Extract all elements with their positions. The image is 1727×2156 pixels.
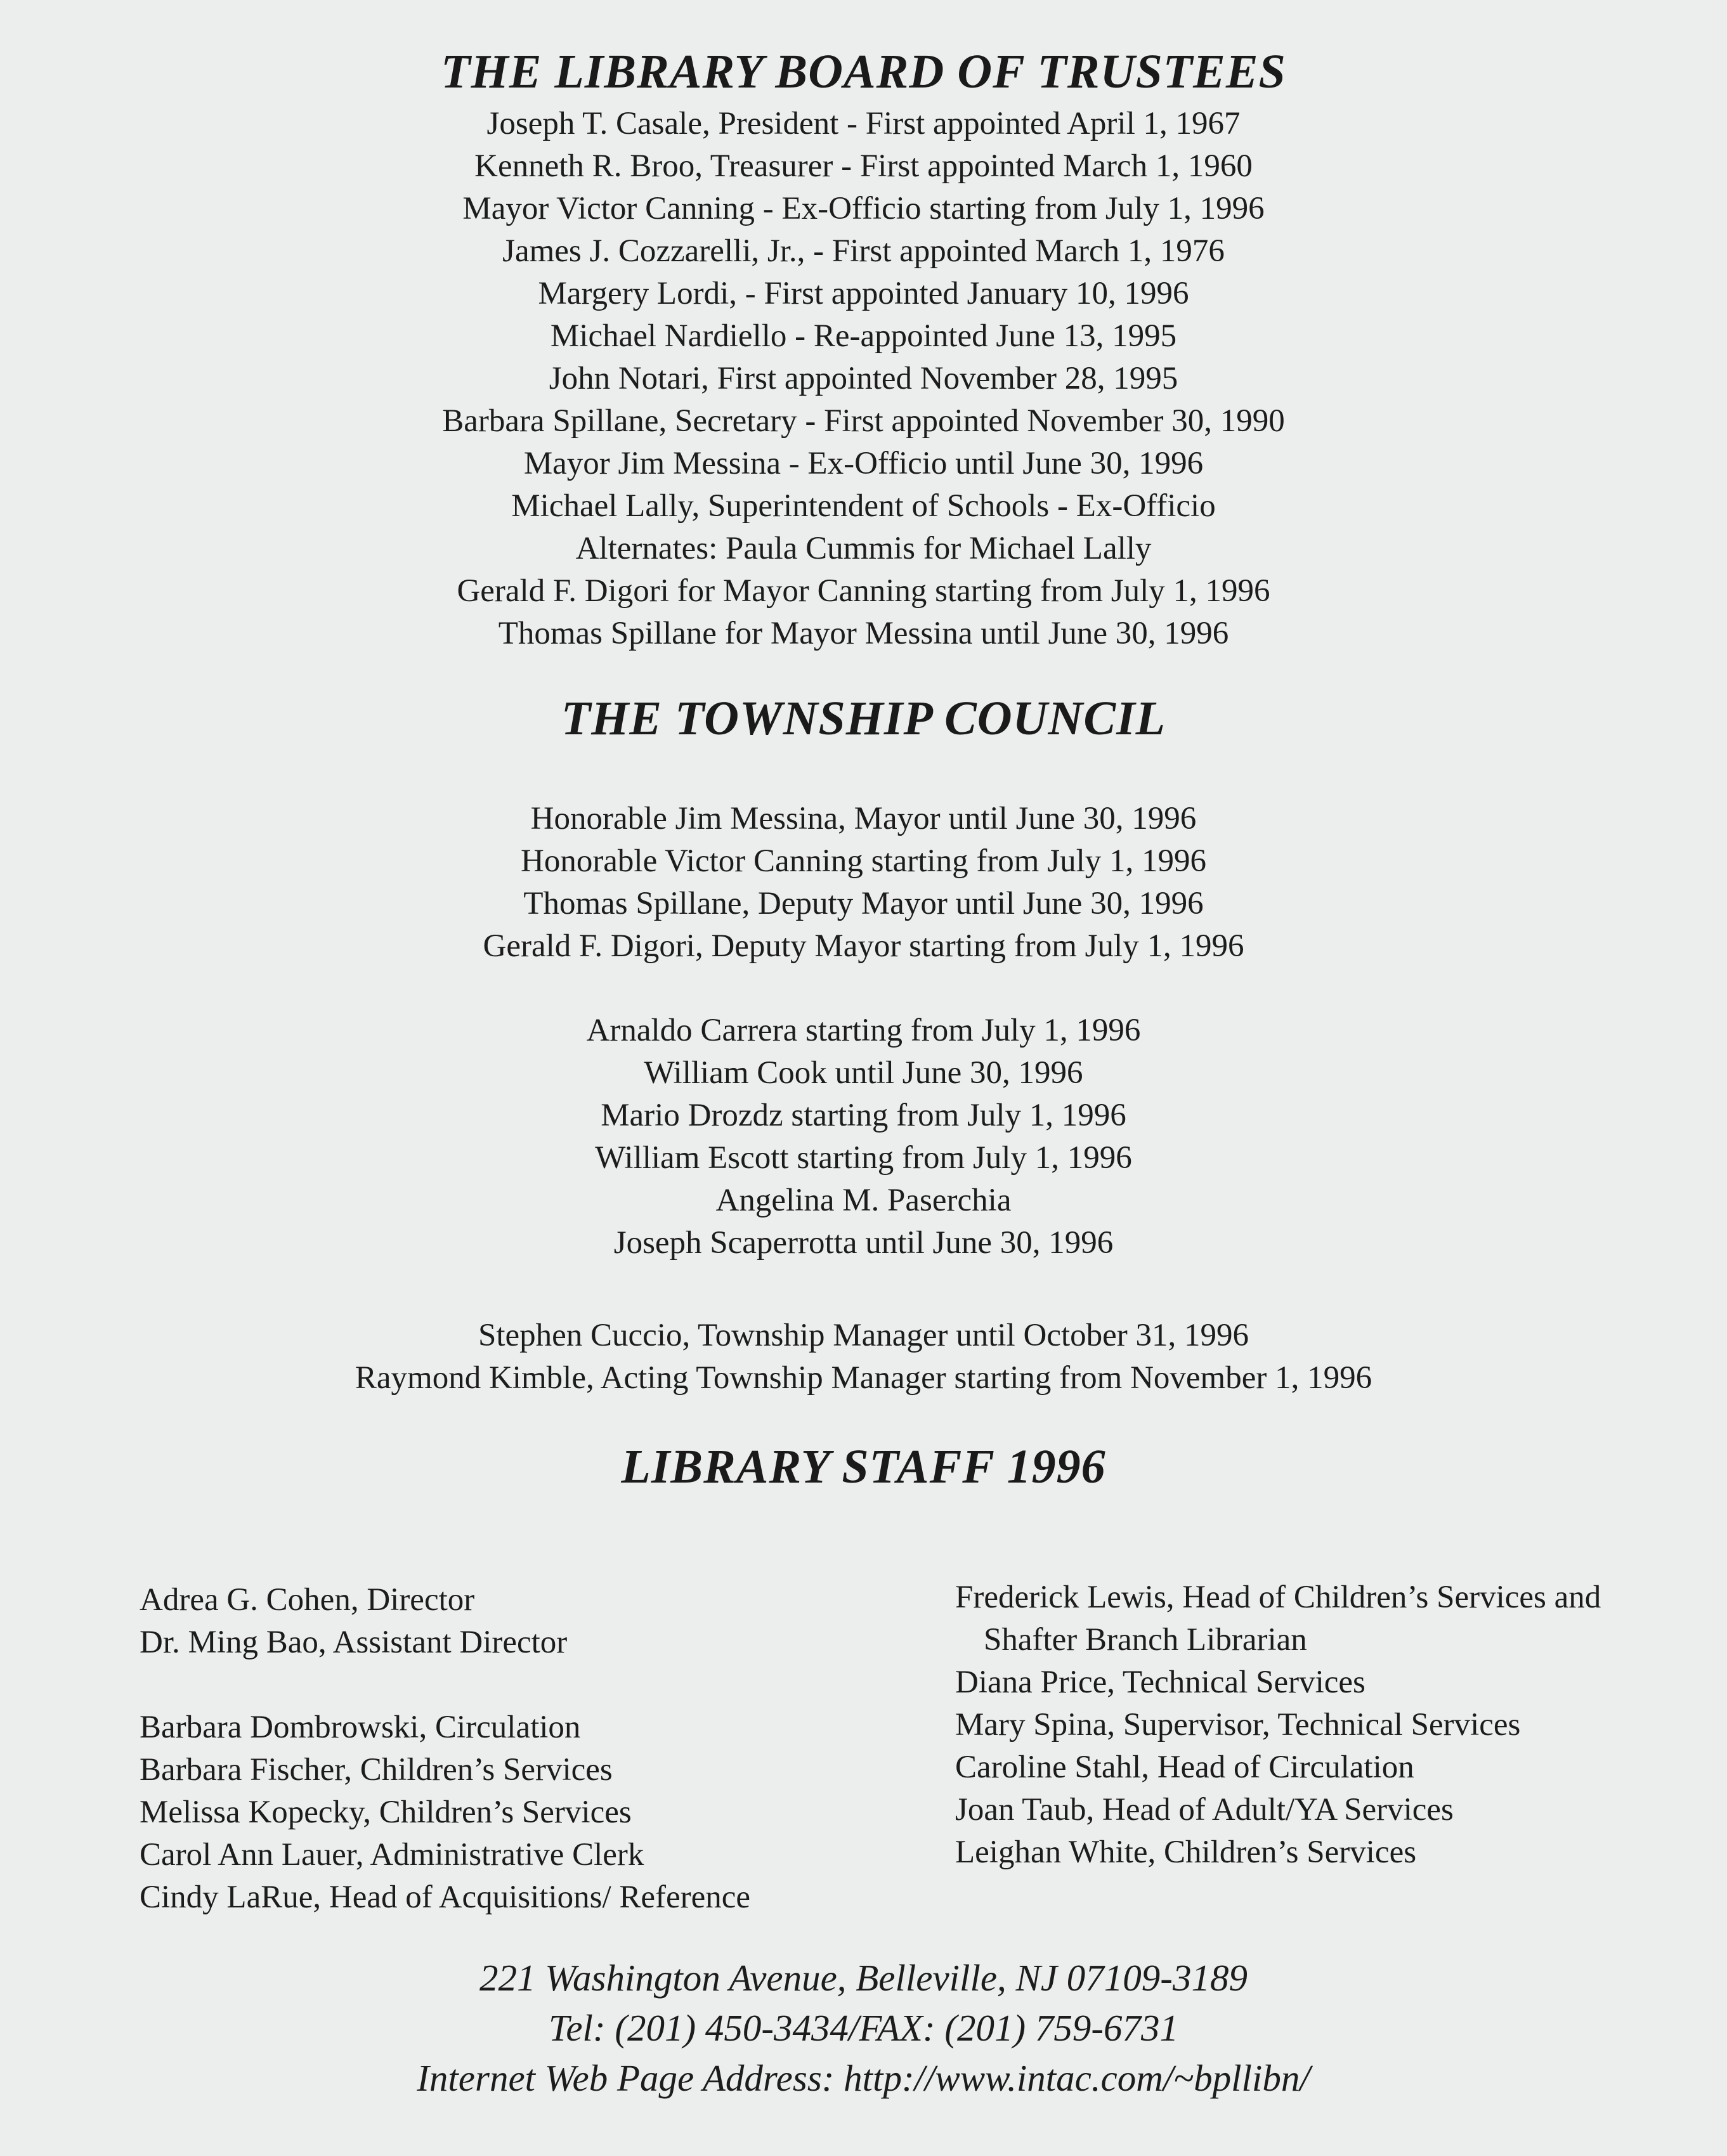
staff-line: Frederick Lewis, Head of Children’s Services and — [955, 1580, 1601, 1615]
trustee-line: Margery Lordi, - First appointed January 10, 1996 — [538, 276, 1189, 311]
staff-heading: LIBRARY STAFF 1996 — [621, 1440, 1106, 1493]
staff-line: Diana Price, Technical Services — [955, 1665, 1365, 1700]
council-members — [0, 1010, 1727, 1264]
council-officer-line: Gerald F. Digori, Deputy Mayor starting from July 1, 1996 — [483, 928, 1244, 964]
trustees-heading: THE LIBRARY BOARD OF TRUSTEES — [441, 45, 1286, 98]
staff-line: Cindy LaRue, Head of Acquisitions/ Reference — [140, 1880, 751, 1915]
footer-phone: Tel: (201) 450-3434/FAX: (201) 759-6731 — [548, 2007, 1179, 2049]
staff-line: Leighan White, Children’s Services — [955, 1835, 1417, 1870]
staff-line-continued: Shafter Branch Librarian — [984, 1622, 1307, 1658]
council-member-line: Joseph Scaperrotta until June 30, 1996 — [613, 1225, 1114, 1261]
council-member-line: William Cook until June 30, 1996 — [644, 1055, 1083, 1091]
manager-line: Stephen Cuccio, Township Manager until October 31, 1996 — [478, 1318, 1249, 1353]
footer-web-address: Internet Web Page Address: http://www.intac.com/~bpllibn/ — [417, 2057, 1310, 2099]
trustees-list — [0, 103, 1727, 655]
staff-line: Mary Spina, Supervisor, Technical Services — [955, 1707, 1521, 1743]
spacer — [140, 1664, 750, 1706]
staff-line: Joan Taub, Head of Adult/YA Services — [955, 1792, 1454, 1828]
staff-line: Carol Ann Lauer, Administrative Clerk — [140, 1837, 644, 1873]
staff-right-column — [955, 1576, 1601, 1874]
trustee-line: John Notari, First appointed November 28, 1995 — [549, 361, 1178, 396]
council-member-line: William Escott starting from July 1, 1996 — [595, 1140, 1132, 1176]
council-member-line: Angelina M. Paserchia — [715, 1183, 1012, 1218]
council-officer-line: Honorable Victor Canning starting from July 1, 1996 — [520, 843, 1206, 879]
footer — [0, 1953, 1727, 2103]
trustee-line: Michael Nardiello - Re-appointed June 13, 1995 — [550, 318, 1177, 354]
council-member-line: Mario Drozdz starting from July 1, 1996 — [601, 1098, 1126, 1133]
council-managers — [0, 1315, 1727, 1399]
trustee-line: James J. Cozzarelli, Jr., - First appointed March 1, 1976 — [502, 233, 1225, 269]
staff-line: Caroline Stahl, Head of Circulation — [955, 1750, 1414, 1785]
staff-line: Melissa Kopecky, Children’s Services — [140, 1795, 632, 1830]
staff-line: Adrea G. Cohen, Director — [140, 1582, 475, 1618]
trustee-line: Joseph T. Casale, President - First appointed April 1, 1967 — [486, 106, 1241, 141]
trustee-line: Michael Lally, Superintendent of Schools - Ex-Officio — [511, 488, 1216, 524]
trustee-line: Mayor Victor Canning - Ex-Officio starting from July 1, 1996 — [462, 191, 1265, 226]
staff-line: Barbara Fischer, Children’s Services — [140, 1752, 613, 1788]
council-officer-line: Honorable Jim Messina, Mayor until June 30, 1996 — [530, 801, 1197, 836]
council-member-line: Arnaldo Carrera starting from July 1, 1996 — [586, 1013, 1141, 1048]
staff-left-column — [140, 1579, 750, 1919]
manager-line: Raymond Kimble, Acting Township Manager starting from November 1, 1996 — [355, 1360, 1372, 1396]
trustee-line: Gerald F. Digori for Mayor Canning starting from July 1, 1996 — [457, 573, 1270, 609]
trustee-line: Mayor Jim Messina - Ex-Officio until June 30, 1996 — [523, 446, 1204, 481]
trustee-line: Thomas Spillane for Mayor Messina until June 30, 1996 — [498, 616, 1229, 651]
trustee-line: Kenneth R. Broo, Treasurer - First appointed March 1, 1960 — [474, 148, 1253, 184]
staff-line: Barbara Dombrowski, Circulation — [140, 1710, 581, 1745]
trustee-line: Alternates: Paula Cummis for Michael Lally — [575, 531, 1152, 566]
council-officers — [0, 798, 1727, 968]
council-heading: THE TOWNSHIP COUNCIL — [561, 692, 1166, 745]
footer-address: 221 Washington Avenue, Belleville, NJ 07109-3189 — [479, 1957, 1248, 1999]
staff-line: Dr. Ming Bao, Assistant Director — [140, 1625, 568, 1660]
council-officer-line: Thomas Spillane, Deputy Mayor until June 30, 1996 — [523, 886, 1204, 921]
trustee-line: Barbara Spillane, Secretary - First appointed November 30, 1990 — [442, 403, 1285, 439]
